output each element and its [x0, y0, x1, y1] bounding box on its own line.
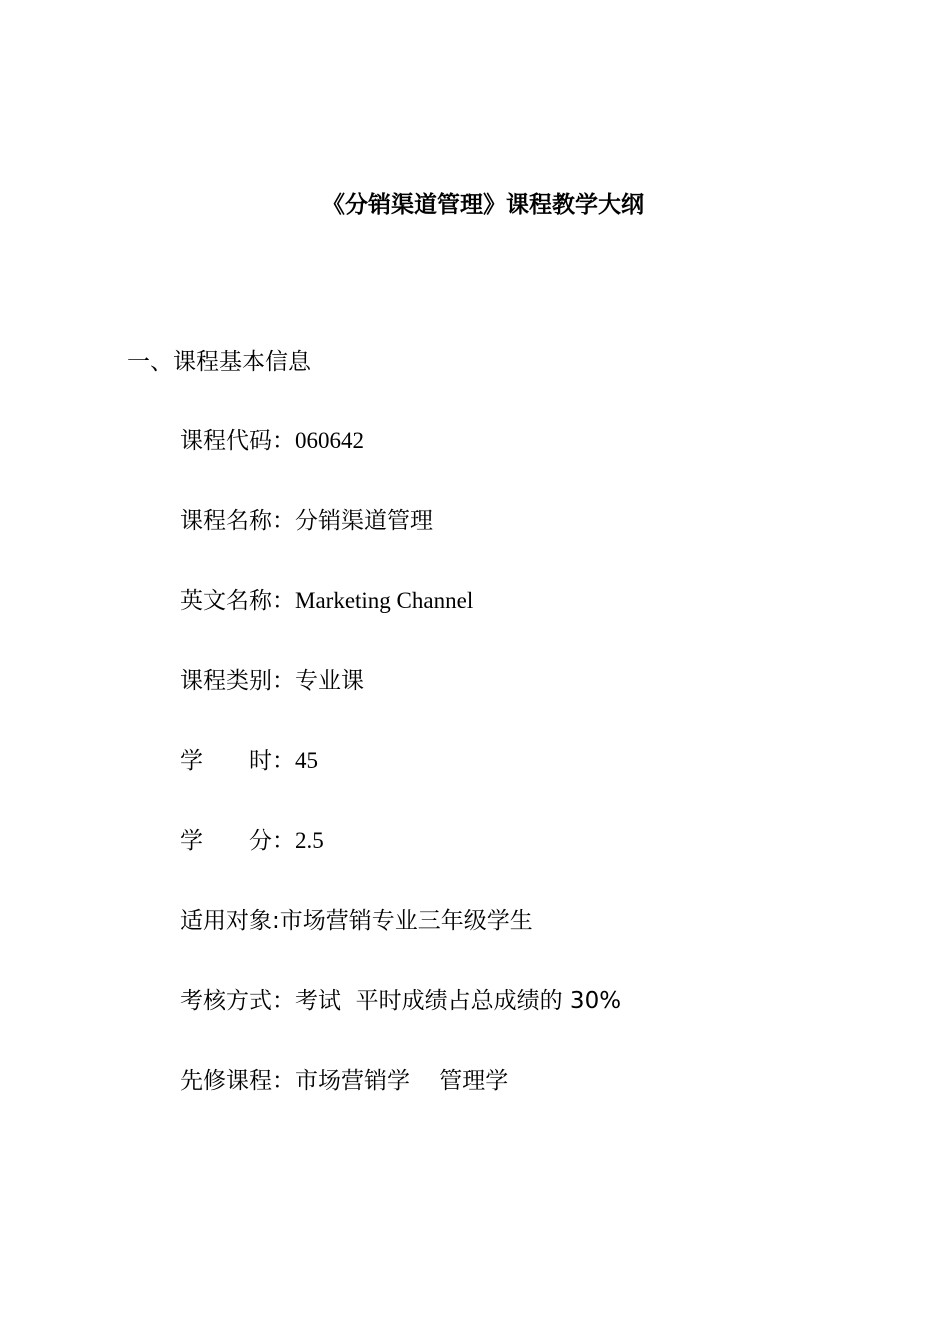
info-label: 考核方式	[180, 988, 272, 1014]
info-row-target-students	[180, 904, 621, 984]
info-label: 学 分	[180, 828, 272, 854]
info-label: 课程类别	[180, 668, 272, 694]
info-value: 45	[295, 748, 318, 773]
info-row-credits	[180, 824, 621, 904]
info-label: 先修课程	[180, 1068, 272, 1094]
info-separator: ：	[272, 668, 295, 694]
info-separator: ：	[272, 988, 295, 1014]
info-label: 英文名称	[180, 588, 272, 614]
info-row-assessment	[180, 984, 621, 1064]
info-row-class-hours	[180, 744, 621, 824]
info-value: 考试 平时成绩占总成绩的 30%	[295, 988, 622, 1014]
info-row-course-name	[180, 504, 621, 584]
info-label: 课程名称	[180, 508, 272, 534]
info-value: 专业课	[295, 668, 364, 694]
document-title: 《分销渠道管理》课程教学大纲	[322, 192, 644, 218]
info-separator: ：	[272, 588, 295, 614]
info-row-course-category	[180, 664, 621, 744]
info-separator: ：	[272, 428, 295, 454]
info-value: 2.5	[295, 828, 324, 853]
info-value: Marketing Channel	[295, 588, 474, 613]
info-label: 课程代码	[180, 428, 272, 454]
info-separator: ：	[272, 1068, 295, 1094]
info-row-prerequisites	[180, 1064, 621, 1144]
info-label: 学 时	[180, 748, 272, 774]
info-label: 适用对象	[180, 908, 272, 934]
info-row-course-code	[180, 424, 621, 504]
info-value: 市场营销专业三年级学生	[279, 908, 533, 934]
info-row-english-name	[180, 584, 621, 664]
info-separator: ：	[272, 748, 295, 774]
info-value: 060642	[295, 428, 364, 453]
info-value: 分销渠道管理	[295, 508, 433, 534]
info-separator: ：	[272, 828, 295, 854]
section-heading-basic-info: 一、课程基本信息	[127, 349, 311, 375]
info-separator: ：	[272, 508, 295, 534]
course-info-list	[180, 424, 621, 1144]
info-separator: :	[272, 908, 280, 934]
info-value: 市场营销学 管理学	[295, 1068, 509, 1094]
